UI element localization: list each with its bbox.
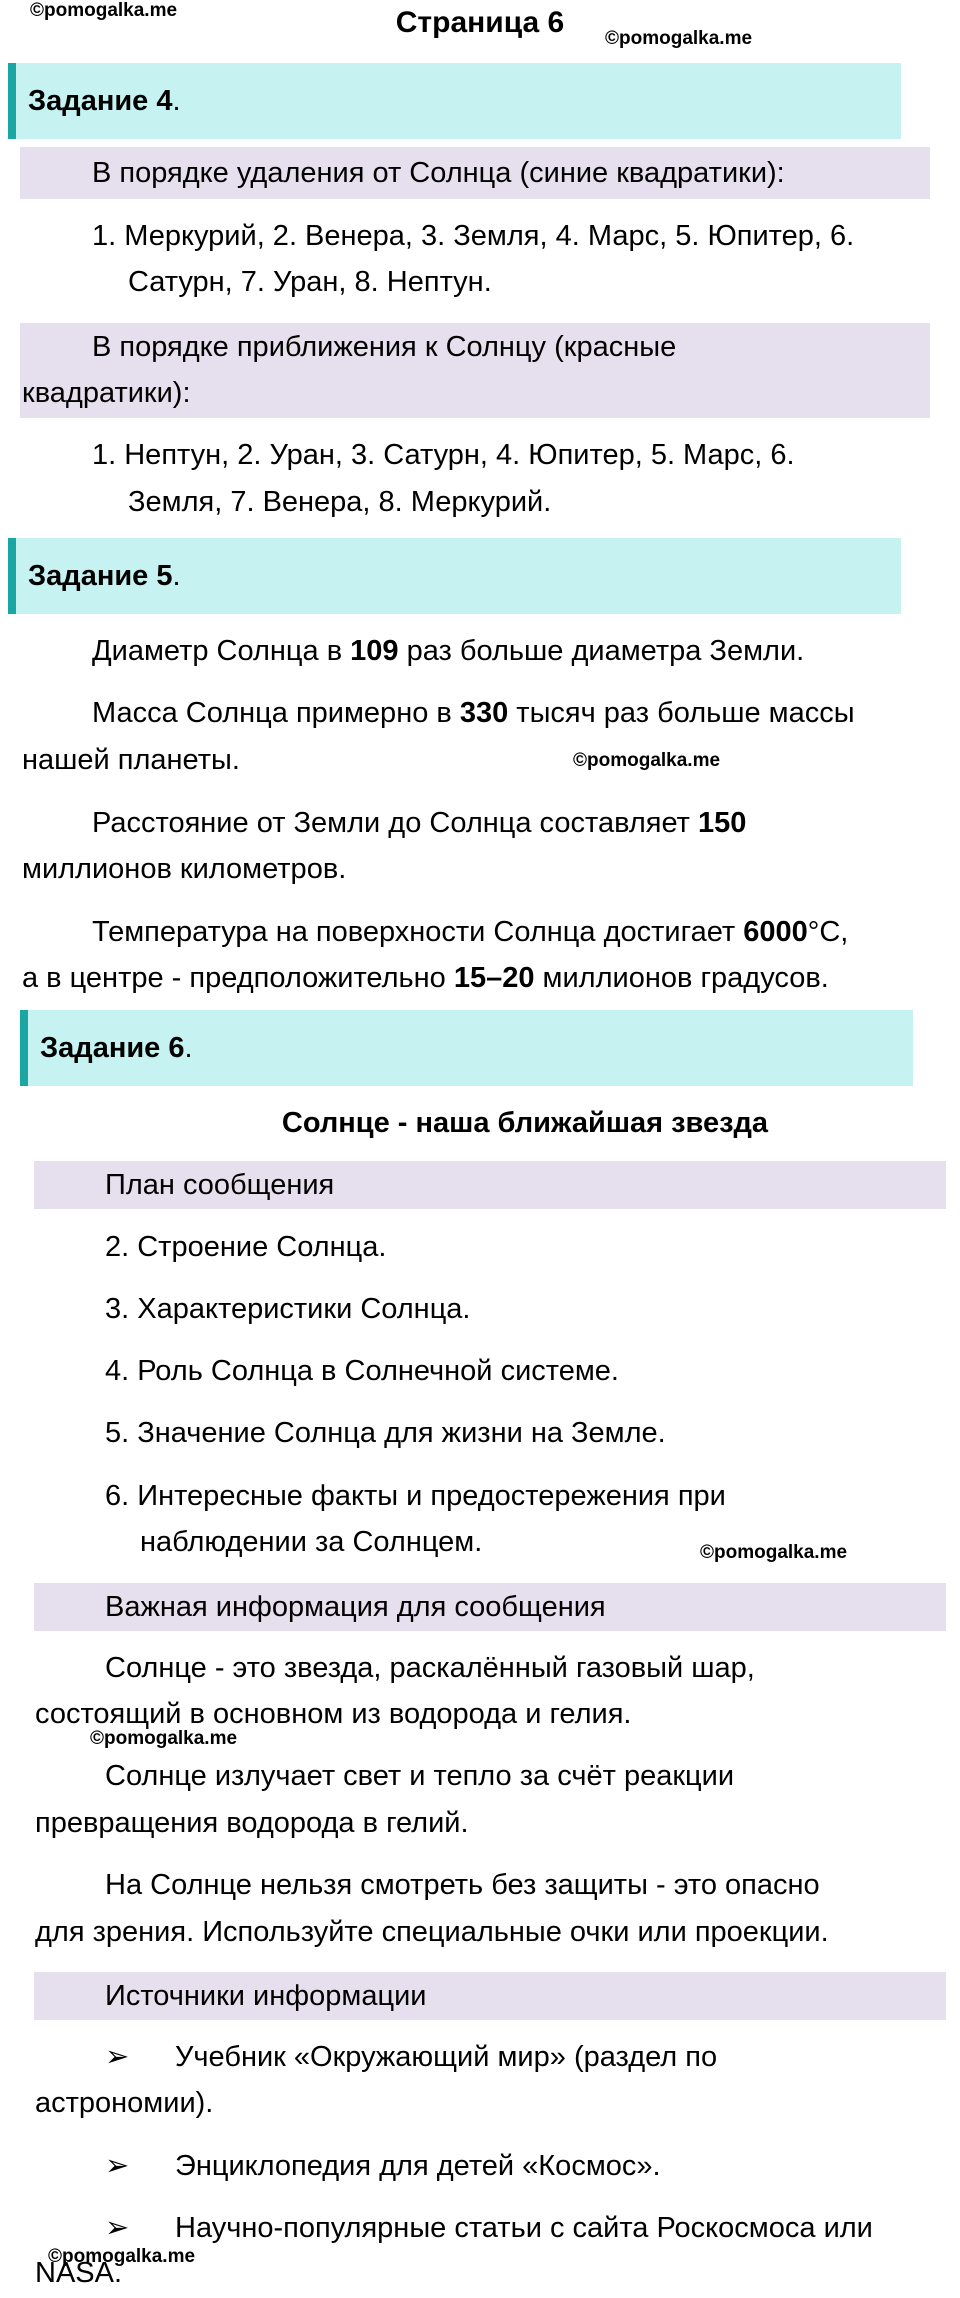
bullet-icon: ➢ bbox=[105, 2041, 130, 2073]
plan-header: План сообщения bbox=[105, 1169, 335, 1201]
info-paragraph-2: Солнце излучает свет и тепло за счёт реакции bbox=[105, 1760, 735, 1792]
watermark: ©pomogalka.me bbox=[48, 2246, 196, 2267]
watermark: ©pomogalka.me bbox=[573, 750, 721, 771]
sun-temperature-text-2: а в центре - предположительно 15–20 миллионов градусов. bbox=[22, 962, 829, 994]
watermark: ©pomogalka.me bbox=[90, 1728, 238, 1749]
info-paragraph-1: Солнце - это звезда, раскалённый газовый шар, bbox=[105, 1652, 755, 1684]
blue-order-line-1: 1. Меркурий, 2. Венера, 3. Земля, 4. Марс, 5. Юпитер, 6. bbox=[92, 220, 855, 252]
watermark: ©pomogalka.me bbox=[30, 0, 178, 21]
sun-distance-text: Расстояние от Земли до Солнца составляет 150 bbox=[92, 807, 747, 839]
watermark: ©pomogalka.me bbox=[700, 1542, 848, 1563]
info-header: Важная информация для сообщения bbox=[105, 1591, 606, 1623]
plan-item-6-line-2: наблюдении за Солнцем. bbox=[140, 1526, 483, 1558]
source-2: Энциклопедия для детей «Космос». bbox=[175, 2150, 661, 2182]
task-6-heading-dot: . bbox=[184, 1031, 193, 1064]
plan-item: 3. Характеристики Солнца. bbox=[105, 1293, 471, 1325]
info-paragraph-2-line-2: превращения водорода в гелий. bbox=[35, 1807, 469, 1839]
task-6-heading bbox=[20, 1010, 913, 1086]
sources-header: Источники информации bbox=[105, 1980, 427, 2012]
sun-mass-text-2: нашей планеты. bbox=[22, 744, 240, 776]
red-order-header-2: квадратики): bbox=[22, 377, 191, 409]
task-5-heading bbox=[8, 538, 901, 614]
plan-item: 5. Значение Солнца для жизни на Земле. bbox=[105, 1417, 666, 1449]
task-4-heading-dot: . bbox=[172, 84, 181, 117]
sun-mass-text: Масса Солнца примерно в 330 тысяч раз больше массы bbox=[92, 697, 855, 729]
task-5-heading-dot: . bbox=[172, 559, 181, 592]
blue-order-line-2: Сатурн, 7. Уран, 8. Нептун. bbox=[128, 266, 492, 298]
bullet-icon: ➢ bbox=[105, 2150, 130, 2182]
source-3-line-2: NASA. bbox=[35, 2257, 123, 2289]
task-4-heading-label: Задание 4 bbox=[28, 84, 173, 117]
report-title: Солнце - наша ближайшая звезда bbox=[281, 1107, 769, 1139]
task-5-heading-label: Задание 5 bbox=[28, 559, 173, 592]
info-paragraph-3-line-2: для зрения. Используйте специальные очки или проекции. bbox=[35, 1916, 829, 1948]
info-paragraph-3: На Солнце нельзя смотреть без защиты - это опасно bbox=[105, 1869, 820, 1901]
plan-item: 2. Строение Солнца. bbox=[105, 1231, 387, 1263]
source-1-line-2: астрономии). bbox=[35, 2087, 214, 2119]
blue-order-header: В порядке удаления от Солнца (синие квадратики): bbox=[92, 157, 785, 189]
plan-item: 6. Интересные факты и предостережения при bbox=[105, 1480, 726, 1512]
task-4-heading bbox=[8, 63, 901, 139]
sun-distance-text-2: миллионов километров. bbox=[22, 853, 347, 885]
bullet-icon: ➢ bbox=[105, 2212, 130, 2244]
source-1: Учебник «Окружающий мир» (раздел по bbox=[175, 2041, 718, 2073]
red-order-line-1: 1. Нептун, 2. Уран, 3. Сатурн, 4. Юпитер, 5. Марс, 6. bbox=[92, 439, 795, 471]
watermark: ©pomogalka.me bbox=[605, 28, 753, 49]
sun-temperature-text: Температура на поверхности Солнца достигает 6000°C, bbox=[92, 916, 849, 948]
task-6-heading-label: Задание 6 bbox=[40, 1031, 185, 1064]
red-order-line-2: Земля, 7. Венера, 8. Меркурий. bbox=[128, 486, 552, 518]
page-title: Страница 6 bbox=[395, 6, 565, 39]
sun-diameter-text: Диаметр Солнца в 109 раз больше диаметра Земли. bbox=[92, 635, 805, 667]
source-3: Научно-популярные статьи с сайта Роскосмоса или bbox=[175, 2212, 873, 2244]
info-paragraph-1-line-2: состоящий в основном из водорода и гелия. bbox=[35, 1698, 632, 1730]
plan-item: 4. Роль Солнца в Солнечной системе. bbox=[105, 1355, 619, 1387]
red-order-header-1: В порядке приближения к Солнцу (красные bbox=[92, 331, 677, 363]
